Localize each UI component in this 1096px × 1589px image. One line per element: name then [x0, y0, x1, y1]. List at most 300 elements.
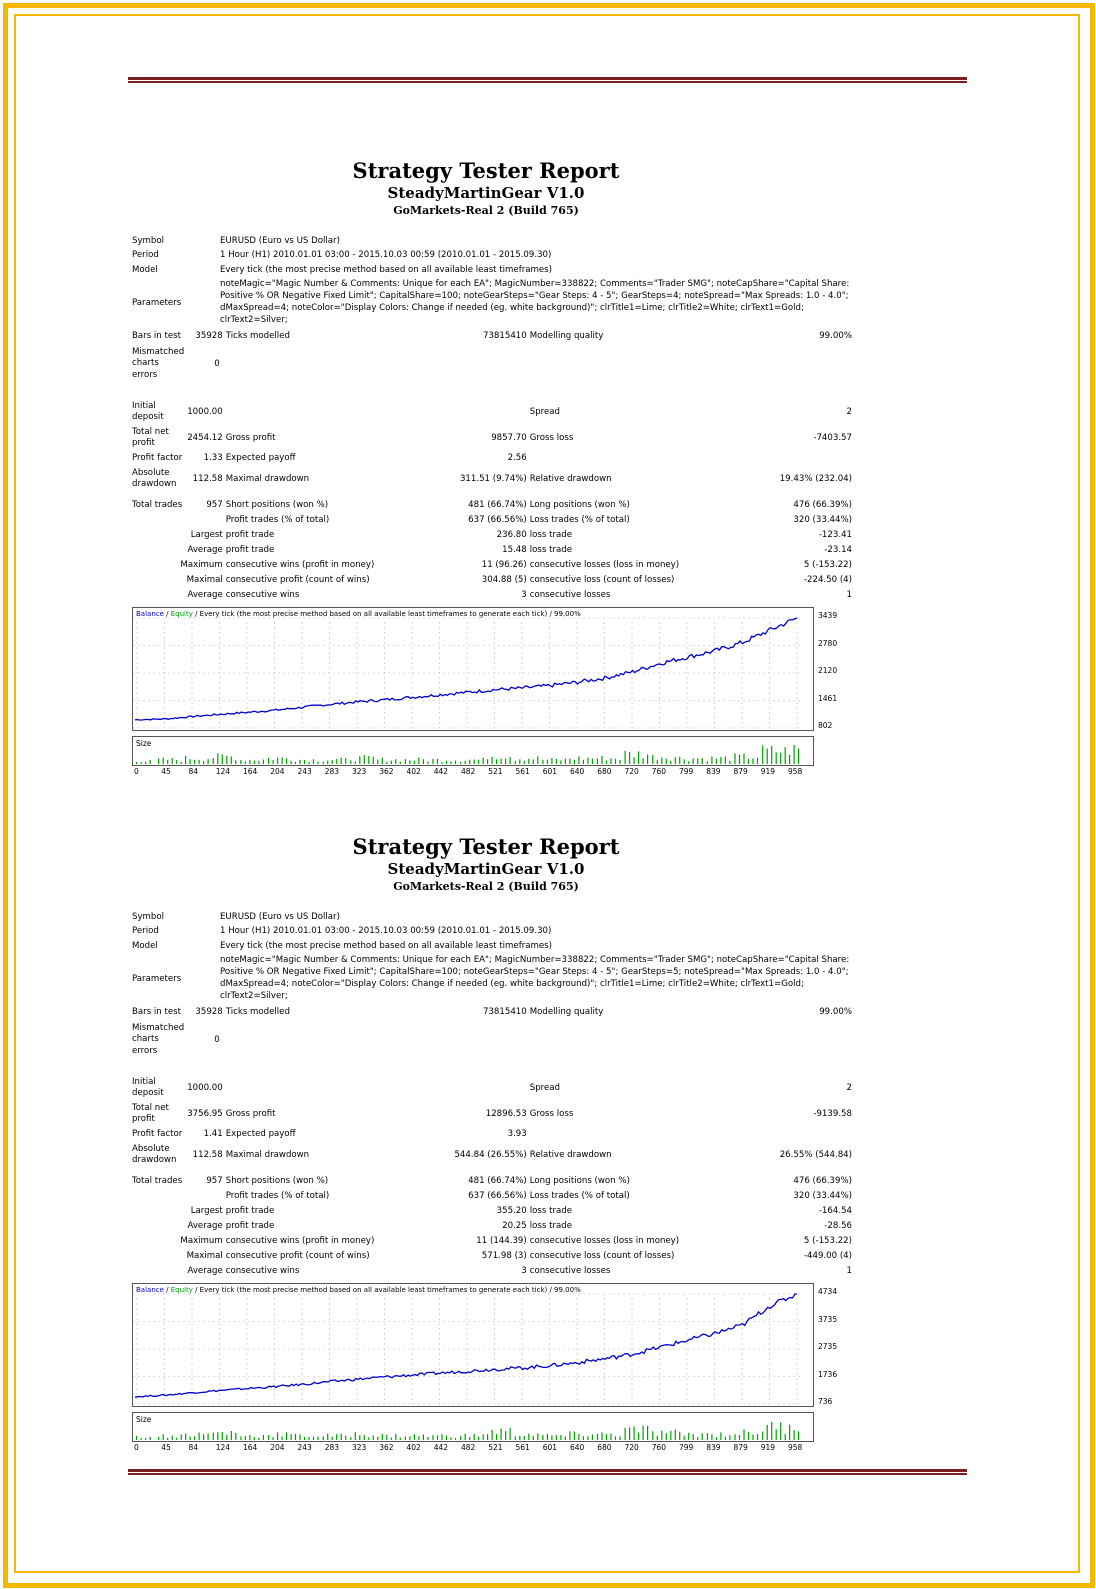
gross-loss-label: Gross loss [529, 432, 574, 443]
x-tick-label: 958 [788, 1443, 803, 1452]
balance-chart-svg [133, 608, 801, 730]
max-drawdown-value: 544.84 (26.55%) [454, 1149, 527, 1160]
maximal-cons-profit-label: consecutive profit (count of wins) [225, 575, 370, 585]
stats-table [132, 329, 852, 603]
deposit-label: Initial deposit [132, 400, 164, 422]
size-bar [414, 1434, 415, 1440]
balance-series-line [135, 1294, 797, 1397]
size-bar [578, 1434, 579, 1440]
maximal-cons-profit-label: consecutive profit (count of wins) [225, 1251, 370, 1261]
expert-name: SteadyMartinGear V1.0 [387, 860, 585, 878]
gross-loss-label: Gross loss [529, 1108, 574, 1119]
size-bar [684, 759, 685, 764]
size-bar [254, 1437, 255, 1440]
size-bar [652, 755, 653, 764]
size-bar [199, 760, 200, 764]
mismatched-value: 0 [214, 358, 220, 369]
size-bar [551, 1436, 552, 1441]
size-bar [336, 1434, 337, 1440]
size-chart-svg [133, 1413, 801, 1441]
size-bar [771, 746, 772, 764]
size-bar [592, 759, 593, 764]
size-bar [629, 752, 630, 764]
max-drawdown-label: Maximal drawdown [225, 473, 310, 484]
profit-trades-value: 637 (66.56%) [468, 1191, 527, 1201]
size-bar [725, 1437, 726, 1440]
gross-profit-label: Gross profit [225, 1108, 276, 1119]
report-title: Strategy Tester Report [352, 158, 620, 183]
size-bar [323, 762, 324, 764]
average-loss-value: -23.14 [824, 545, 852, 555]
size-bar [757, 1434, 758, 1440]
size-bar [446, 1436, 447, 1440]
size-bar [533, 1436, 534, 1440]
size-bar [441, 762, 442, 764]
size-bar [720, 1432, 721, 1440]
size-bar [670, 761, 671, 764]
size-bar [583, 760, 584, 764]
maximal-cons-profit-value: 571.98 (3) [481, 1251, 527, 1261]
size-bar [780, 1422, 781, 1440]
x-axis [132, 1442, 812, 1454]
size-bar [350, 1437, 351, 1440]
size-bar [776, 752, 777, 764]
mismatched-label: Mismatched charts errors [132, 1022, 185, 1056]
avg-cons-losses-value: 1 [846, 1266, 852, 1276]
size-bar [341, 758, 342, 764]
size-bar [240, 760, 241, 764]
quality-label: Modelling quality [529, 1007, 604, 1017]
size-bar [377, 759, 378, 764]
size-bar [739, 1435, 740, 1440]
loss-trades-value: 320 (33.44%) [793, 1191, 852, 1201]
size-bar [720, 757, 721, 764]
abs-drawdown-value: 112.58 [192, 1149, 223, 1160]
average-loss-label: loss trade [529, 545, 572, 555]
size-bar [496, 1434, 497, 1440]
size-bar [313, 759, 314, 764]
size-bar [245, 1436, 246, 1440]
x-tick-label: 799 [679, 767, 694, 776]
size-bar [601, 756, 602, 764]
size-bar [327, 761, 328, 764]
x-tick-label: 680 [597, 767, 612, 776]
size-bar [258, 761, 259, 764]
size-bar [785, 1434, 786, 1440]
size-bar [368, 756, 369, 764]
size-bar [547, 760, 548, 764]
size-bar [496, 759, 497, 764]
size-bar [158, 759, 159, 765]
size-bar [263, 760, 264, 764]
size-bar [670, 1431, 671, 1440]
y-label-2: 2735 [818, 1342, 838, 1351]
size-bar [313, 1437, 314, 1441]
y-label-4: 802 [818, 721, 833, 730]
size-bar [235, 760, 236, 764]
size-bar [409, 760, 410, 764]
size-bar [263, 1435, 264, 1440]
size-bar [345, 1436, 346, 1440]
info-table [132, 911, 852, 1005]
size-bar [702, 758, 703, 764]
size-bar [798, 1431, 799, 1440]
short-label: Short positions (won %) [225, 500, 329, 510]
long-value: 476 (66.39%) [793, 500, 852, 510]
size-bar [610, 1434, 611, 1440]
size-bar [675, 757, 676, 764]
symbol-value: EURUSD (Euro vs US Dollar) [220, 912, 340, 922]
bars-value: 35928 [195, 1007, 223, 1017]
quality-label: Modelling quality [529, 331, 604, 341]
avg-cons-wins-label: consecutive wins [225, 590, 300, 600]
size-bar [432, 759, 433, 764]
x-tick-label: 323 [352, 767, 367, 776]
size-bar [684, 1436, 685, 1440]
legend-sep: / [163, 610, 171, 618]
size-bar [524, 1436, 525, 1440]
size-bar [437, 759, 438, 764]
size-bar [615, 1436, 616, 1440]
period-label: Period [132, 249, 159, 260]
size-bar [619, 760, 620, 764]
size-bar [185, 756, 186, 764]
size-bar [400, 762, 401, 764]
loss-trades-value: 320 (33.44%) [793, 515, 852, 525]
size-bar [208, 759, 209, 764]
size-bar [213, 1433, 214, 1440]
expert-name: SteadyMartinGear V1.0 [387, 184, 585, 202]
x-tick-label: 760 [651, 1443, 667, 1452]
size-bar [634, 1426, 635, 1440]
max-cons-wins-label: consecutive wins (profit in money) [225, 560, 375, 570]
abs-drawdown-label: Absolute drawdown [132, 1143, 177, 1165]
largest-loss-value: -164.54 [818, 1206, 852, 1216]
size-bar [172, 758, 173, 764]
size-bar [767, 749, 768, 765]
size-bar [565, 759, 566, 764]
size-bar [355, 1432, 356, 1440]
size-bar [282, 1437, 283, 1440]
size-bar [537, 1433, 538, 1440]
x-tick-label: 362 [379, 1443, 394, 1452]
deposit-value: 1000.00 [187, 1082, 223, 1093]
size-chart [132, 1412, 814, 1442]
size-bar [688, 761, 689, 764]
rel-drawdown-label: Relative drawdown [529, 473, 612, 484]
size-bar [789, 1425, 790, 1441]
size-bar [382, 1434, 383, 1440]
x-tick-label: 243 [297, 1443, 312, 1452]
legend-text: / Every tick (the most precise method based on all available least timeframes to generate each tick) / 99.00% [192, 610, 581, 618]
gross-loss-value: -7403.57 [813, 432, 852, 443]
size-bar [455, 1438, 456, 1440]
size-bar [167, 1438, 168, 1440]
size-bar [418, 1436, 419, 1440]
size-bar [729, 1435, 730, 1440]
gross-profit-value: 12896.53 [485, 1108, 527, 1119]
size-bar [625, 751, 626, 764]
size-bar [528, 1434, 529, 1440]
size-bar [574, 760, 575, 764]
size-bar [345, 758, 346, 764]
size-bar [789, 755, 790, 764]
size-bar [136, 1436, 137, 1440]
average-profit-value: 20.25 [502, 1221, 527, 1231]
size-bar [382, 758, 383, 764]
size-bar [181, 1435, 182, 1441]
size-bar [629, 1427, 630, 1440]
size-bar [578, 757, 579, 765]
size-bar [711, 757, 712, 765]
size-bar [657, 1436, 658, 1440]
size-bar [483, 758, 484, 764]
y-label-3: 1461 [818, 694, 838, 703]
expected-payoff-label: Expected payoff [225, 453, 296, 463]
x-tick-label: 283 [324, 767, 340, 776]
size-bar [569, 1431, 570, 1440]
size-bar [743, 754, 744, 765]
size-bar [610, 758, 611, 764]
largest-loss-label: loss trade [529, 530, 572, 540]
size-bar [638, 1433, 639, 1440]
size-bar [141, 1438, 142, 1440]
gross-profit-label: Gross profit [225, 432, 276, 443]
size-bar [427, 1437, 428, 1440]
x-tick-label: 521 [488, 1443, 503, 1452]
size-bar [510, 757, 511, 764]
mismatched-label: Mismatched charts errors [132, 346, 185, 380]
size-bar [748, 1432, 749, 1440]
max-cons-losses-label: consecutive losses (loss in money) [529, 1236, 680, 1246]
size-bar [619, 1436, 620, 1440]
size-label: Size [136, 739, 152, 748]
size-bar [249, 760, 250, 764]
size-bar [487, 759, 488, 764]
largest-label: Largest [190, 530, 223, 540]
parameters-value: noteMagic="Magic Number & Comments: Unique for each EA"; MagicNumber=338822; Comments="Trader SMG"; noteCapShare="Capital Share: Positive % OR Negative Fixed Limit"; CapitalShare=100; noteGearSteps="Gear Steps: 4 - 5"; GearSteps=4; noteSpread="Max Spreads: 1.0 - 4.0"; dMaxSpread=4; noteColor="Display Colors: Change if needed (eg. white background)"; clrTitle1=Lime; clrTitle2=White; clrText1=Gold; clrText2=Silver; [220, 279, 850, 325]
size-bar [675, 1430, 676, 1441]
avg-cons-label: Average [187, 590, 223, 600]
size-bar [743, 1429, 744, 1440]
maximal-label: Maximal [186, 1251, 223, 1261]
size-bar [446, 761, 447, 764]
size-bar [150, 1437, 151, 1440]
size-bar [450, 1437, 451, 1440]
x-tick-label: 879 [733, 1443, 748, 1452]
size-bar [199, 1433, 200, 1441]
size-bar [478, 1437, 479, 1440]
size-bar [295, 762, 296, 764]
ticks-value: 73815410 [483, 331, 527, 341]
largest-profit-label: profit trade [225, 1206, 275, 1216]
size-bar [167, 760, 168, 764]
size-bar [601, 1433, 602, 1441]
total-trades-label: Total trades [132, 1176, 183, 1186]
model-label: Model [132, 264, 158, 275]
size-bar [400, 1438, 401, 1441]
size-bar [478, 760, 479, 764]
maximal-cons-loss-label: consecutive loss (count of losses) [529, 575, 675, 585]
size-bar [217, 753, 218, 764]
largest-loss-label: loss trade [529, 1206, 572, 1216]
size-bar [762, 1432, 763, 1440]
size-bar [597, 759, 598, 765]
size-bar [295, 1434, 296, 1440]
x-tick-label: 0 [134, 767, 139, 776]
size-bar [291, 761, 292, 764]
x-tick-label: 442 [433, 767, 449, 776]
size-bar [748, 759, 749, 764]
size-bar [542, 760, 543, 764]
symbol-value: EURUSD (Euro vs US Dollar) [220, 236, 340, 246]
balance-chart-svg [133, 1284, 801, 1406]
size-bar [368, 1437, 369, 1440]
size-bar [308, 762, 309, 764]
size-bar [277, 758, 278, 764]
size-bar [661, 758, 662, 764]
size-bar [240, 1436, 241, 1440]
max-cons-wins-value: 11 (96.26) [481, 560, 527, 570]
size-bar [336, 759, 337, 764]
size-bar [145, 1438, 146, 1440]
net-profit-value: 3756.95 [187, 1108, 223, 1119]
total-trades-value: 957 [206, 1176, 223, 1186]
x-tick-label: 402 [406, 1443, 421, 1452]
size-bar [592, 1435, 593, 1440]
size-bar [524, 761, 525, 764]
x-tick-label: 84 [188, 1443, 199, 1452]
size-bar [542, 1435, 543, 1440]
size-bar [364, 755, 365, 764]
size-bar [222, 754, 223, 764]
y-label-0: 4734 [818, 1287, 838, 1296]
size-bar [286, 758, 287, 764]
rel-drawdown-value: 26.55% (544.84) [779, 1149, 852, 1160]
profit-trades-label: Profit trades (% of total) [225, 1191, 330, 1201]
size-bar [483, 1434, 484, 1440]
size-bar [643, 1426, 644, 1441]
long-value: 476 (66.39%) [793, 1176, 852, 1186]
server-build: GoMarkets-Real 2 (Build 765) [393, 204, 579, 217]
expected-payoff-label: Expected payoff [225, 1129, 296, 1139]
size-bar [304, 1437, 305, 1440]
size-bar [249, 1435, 250, 1440]
x-tick-label: 243 [297, 767, 312, 776]
parameters-value: noteMagic="Magic Number & Comments: Unique for each EA"; MagicNumber=338822; Comments="Trader SMG"; noteCapShare="Capital Share: Positive % OR Negative Fixed Limit"; CapitalShare=100; noteGearSteps="Gear Steps: 4 - 5"; GearSteps=5; noteSpread="Max Spreads: 1.0 - 4.0"; dMaxSpread=4; noteColor="Display Colors: Change if needed (eg. white background)"; clrTitle1=Lime; clrTitle2=White; clrText1=Gold; clrText2=Silver; [220, 955, 850, 1001]
average-loss-label: loss trade [529, 1221, 572, 1231]
stats-table [132, 1005, 852, 1279]
size-bar [235, 1433, 236, 1440]
size-bar [327, 1434, 328, 1440]
size-bar [711, 1434, 712, 1440]
size-bar [556, 759, 557, 764]
x-tick-label: 323 [352, 1443, 367, 1452]
size-bar [423, 1434, 424, 1440]
largest-profit-value: 236.80 [496, 530, 527, 540]
x-tick-label: 720 [624, 1443, 639, 1452]
size-bar [332, 760, 333, 764]
size-bar [409, 1436, 410, 1440]
maximal-cons-loss-value: -224.50 (4) [803, 575, 852, 585]
size-bar [734, 753, 735, 764]
report-1 [132, 158, 852, 778]
size-bar [643, 758, 644, 764]
size-bar [794, 745, 795, 764]
abs-drawdown-value: 112.58 [192, 473, 223, 484]
x-tick-label: 45 [161, 767, 171, 776]
size-bar [231, 757, 232, 765]
size-bar [519, 759, 520, 764]
size-bar [185, 1434, 186, 1440]
y-label-2: 2120 [818, 666, 838, 675]
max-cons-wins-value: 11 (144.39) [476, 1236, 527, 1246]
size-bar [702, 1433, 703, 1440]
x-tick-label: 839 [706, 767, 721, 776]
x-tick-label: 521 [488, 767, 503, 776]
x-tick-label: 561 [515, 1443, 530, 1452]
x-tick-label: 164 [243, 1443, 258, 1452]
size-bar [317, 1437, 318, 1441]
quality-value: 99.00% [819, 331, 852, 341]
size-bar [395, 1434, 396, 1440]
x-tick-label: 561 [515, 767, 530, 776]
model-value: Every tick (the most precise method based on all available least timeframes) [220, 940, 553, 951]
x-tick-label: 124 [215, 767, 231, 776]
x-tick-label: 919 [760, 1443, 776, 1452]
size-bar [492, 1430, 493, 1440]
max-cons-losses-value: 5 (-153.22) [803, 560, 852, 570]
size-bar [716, 759, 717, 764]
size-bar [587, 758, 588, 764]
size-bar [757, 758, 758, 764]
x-tick-label: 45 [161, 1443, 171, 1452]
net-profit-label: Total net profit [132, 1102, 169, 1124]
largest-label: Largest [190, 1206, 223, 1216]
size-bar [657, 760, 658, 764]
size-bar [679, 1432, 680, 1440]
bars-label: Bars in test [132, 1007, 181, 1017]
average-profit-value: 15.48 [502, 545, 527, 555]
loss-trades-label: Loss trades (% of total) [529, 1191, 630, 1201]
size-bar [569, 759, 570, 765]
short-value: 481 (66.74%) [468, 1176, 527, 1186]
profit-factor-label: Profit factor [132, 453, 183, 463]
mismatched-value: 0 [214, 1034, 220, 1045]
largest-loss-value: -123.41 [818, 530, 852, 540]
size-bar [647, 1426, 648, 1440]
expected-payoff-value: 2.56 [507, 453, 527, 463]
largest-profit-label: profit trade [225, 530, 275, 540]
size-bar [519, 1436, 520, 1440]
total-trades-label: Total trades [132, 500, 183, 510]
chart-legend [136, 1286, 581, 1294]
size-bar [469, 1437, 470, 1440]
x-tick-label: 601 [542, 1443, 558, 1452]
size-bar [547, 1434, 548, 1440]
model-value: Every tick (the most precise method based on all available least timeframes) [220, 264, 553, 275]
size-bar [798, 749, 799, 764]
size-bar [785, 747, 786, 764]
size-bar [377, 1437, 378, 1440]
bars-value: 35928 [195, 331, 223, 341]
size-bar [606, 761, 607, 764]
size-bar [304, 760, 305, 764]
abs-drawdown-label: Absolute drawdown [132, 467, 177, 489]
y-label-0: 3439 [818, 611, 838, 620]
info-table [132, 235, 852, 329]
maximal-cons-loss-value: -449.00 (4) [803, 1251, 852, 1261]
